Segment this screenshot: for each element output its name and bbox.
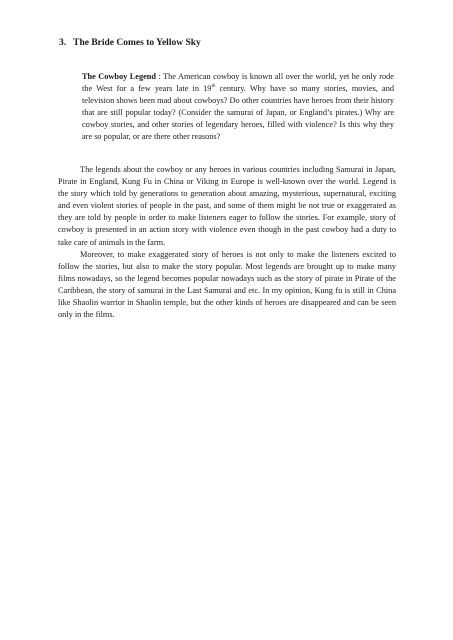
body-paragraph-1	[58, 164, 396, 249]
body-paragraph-1-text: The legends about the cowboy or any heroes in various countries including Samurai in Japan, Pirate in England, Kung Fu in China or Viking in Europe is well-known over the world. Legend is the story which told by generations to generation about amazing, mysterious, supernatural, exciting and even violent stories of people in the past, and some of them might be not true or exaggerated as they are told by people in order to make listeners eager to follow the stories. For example, story of cowboy is presented in an action story with violence even though in the past cowboy had a duty to take care of animals in the farm.	[58, 165, 396, 247]
intro-text-end: century. Why have so many stories, movies, and television shows been mad about cowboys? Do other countries have heroes from their history that are still popular today? (Consider the samurai of Japan, or England’s pirates.) Why are cowboy stories, and other stories of legendary heroes, filled with violence? Is this why they are so popular, or are there other reasons?	[82, 84, 394, 142]
section-number: 3.	[59, 38, 67, 48]
intro-paragraph	[82, 71, 394, 144]
intro-text-start: The American cowboy is known all over the world, yet he only rode the West for a few years late in 19	[82, 72, 394, 94]
body-paragraph-2	[58, 249, 396, 322]
section-heading	[59, 38, 201, 48]
section-title: The Bride Comes to Yellow Sky	[73, 38, 201, 48]
intro-separator: :	[156, 72, 164, 81]
intro-term: The Cowboy Legend	[82, 72, 157, 81]
intro-superscript: th	[211, 84, 216, 90]
body-paragraph-2-text: Moreover, to make exaggerated story of heroes is not only to make the listeners excited to follow the stories, but also to make the story popular. Most legends are brought up to make many films nowadays, so the legend becomes popular nowadays such as the story of pirate in Pirate of the Caribbean, the story of samurai in the Last Samurai and etc. In my opinion, Kung fu is still in China like Shaolin warrior in Shaolin temple, but the other kinds of heroes are disappeared and can be seen only in the films.	[58, 250, 396, 320]
